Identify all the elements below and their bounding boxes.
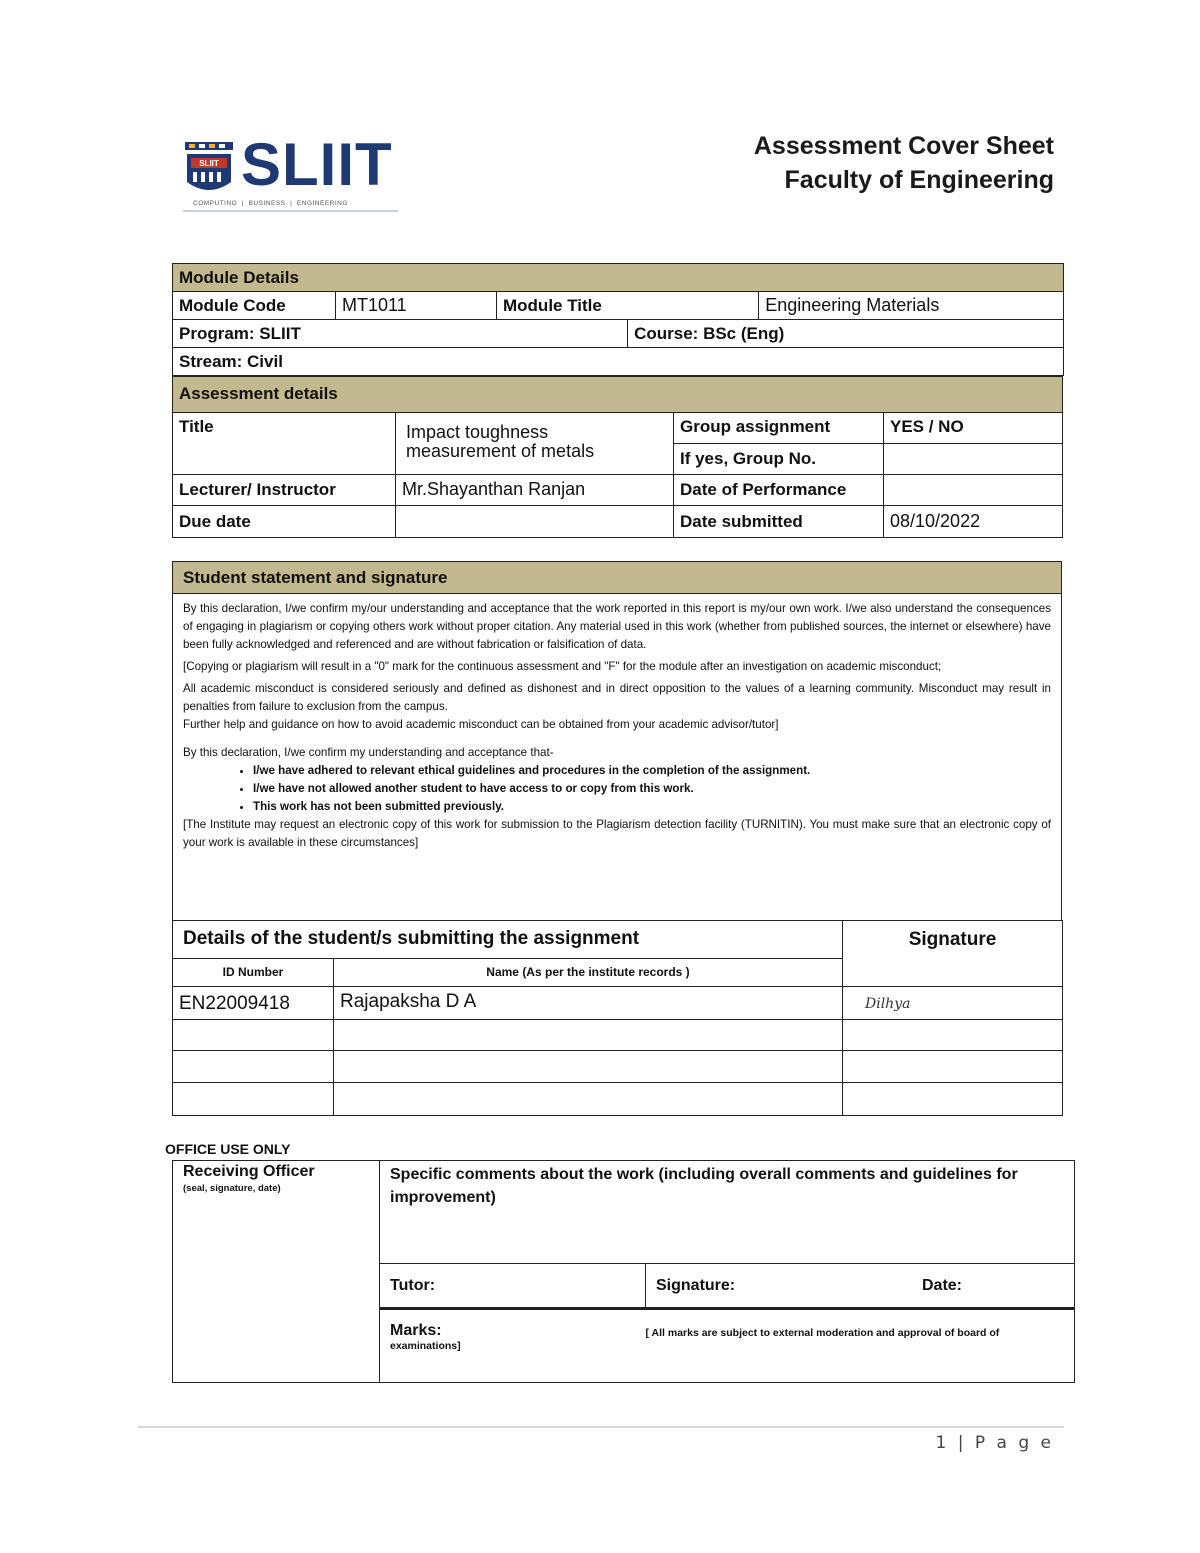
- signature-label: Signature:: [646, 1264, 913, 1309]
- document-title: Assessment Cover Sheet: [753, 132, 1054, 160]
- group-assignment-label: Group assignment: [674, 413, 884, 444]
- statement-paragraph-5: By this declaration, I/we confirm my understanding and acceptance that-: [183, 745, 554, 759]
- student-id-cell: [173, 1020, 334, 1051]
- student-details-heading: Details of the student/s submitting the assignment: [173, 921, 843, 959]
- receiving-officer-note: (seal, signature, date): [183, 1183, 281, 1194]
- course-label: Course: BSc (Eng): [628, 320, 1064, 348]
- receiving-officer-label: Receiving Officer: [183, 1163, 315, 1180]
- student-signature-cell: [843, 987, 1063, 1020]
- group-number-value: [884, 444, 1063, 475]
- module-details-band: Module Details: [173, 264, 1064, 292]
- marks-cell: [380, 1309, 646, 1383]
- receiving-officer-cell: [173, 1161, 380, 1383]
- sliit-crest-icon: [183, 140, 235, 202]
- name-header: Name (As per the institute records ): [334, 959, 843, 987]
- svg-text:SLIIT: SLIIT: [199, 159, 219, 168]
- student-signature-cell: [843, 1051, 1063, 1083]
- module-code-value: MT1011: [336, 292, 497, 320]
- student-id-cell: [173, 1083, 334, 1116]
- specific-comments-label: Specific comments about the work (including overall comments and guidelines for improvement): [380, 1161, 1075, 1264]
- footer-divider: [138, 1426, 1064, 1428]
- handwritten-signature: Dilhya: [865, 996, 911, 1012]
- marks-label: Marks:: [390, 1322, 442, 1339]
- office-use-table: [172, 1160, 1075, 1383]
- due-date-value: [396, 506, 674, 538]
- student-name-cell: [334, 1051, 843, 1083]
- statement-bullet: • This work has not been submitted previously.: [253, 798, 1051, 816]
- id-number-header: ID Number: [173, 959, 334, 987]
- statement-paragraph-4: Further help and guidance on how to avoid academic misconduct can be obtained from your academic advisor/tutor]: [183, 717, 779, 731]
- lecturer-label: Lecturer/ Instructor: [173, 475, 396, 506]
- student-statement-box: [172, 561, 1062, 921]
- marks-note: [ All marks are subject to external moderation and approval of board of: [646, 1309, 1075, 1383]
- statement-paragraph-6: [The Institute may request an electronic copy of this work for submission to the Plagiarism detection facility (TURNITIN). You must make sure that an electronic copy of your work is available in these circumstances]: [183, 817, 1051, 849]
- statement-bullet: • I/we have adhered to relevant ethical guidelines and procedures in the completion of the assignment.: [253, 762, 1051, 780]
- student-name-cell: [334, 1083, 843, 1116]
- due-date-label: Due date: [173, 506, 396, 538]
- statement-paragraph-3: All academic misconduct is considered seriously and defined as dishonest and in direct opposition to the values of a learning community. Misconduct may result in penalties from failure to exclusion from the campus.: [183, 681, 1051, 713]
- logo-tagline: COMPUTING | BUSINESS | ENGINEERING: [193, 200, 348, 207]
- module-code-label: Module Code: [173, 292, 336, 320]
- table-row: [173, 1083, 1063, 1116]
- assessment-title-value: Impact toughness measurement of metals: [396, 413, 674, 475]
- student-name-cell: Rajapaksha D A: [334, 987, 843, 1020]
- date-of-performance-value: [884, 475, 1063, 506]
- date-submitted-value: 08/10/2022: [884, 506, 1063, 538]
- marks-note-continued: examinations]: [390, 1340, 461, 1352]
- student-signature-cell: [843, 1020, 1063, 1051]
- date-label: Date:: [912, 1264, 1075, 1309]
- module-details-table: [172, 263, 1064, 376]
- assessment-details-table: [172, 376, 1063, 538]
- student-statement-band: Student statement and signature: [173, 562, 1061, 594]
- lecturer-value: Mr.Shayanthan Ranjan: [396, 475, 674, 506]
- sliit-logo: [183, 131, 403, 214]
- table-row: [173, 1020, 1063, 1051]
- document-subtitle: Faculty of Engineering: [784, 166, 1054, 194]
- student-signature-cell: [843, 1083, 1063, 1116]
- statement-bullet-list: [183, 762, 1051, 816]
- module-title-value: Engineering Materials: [759, 292, 1064, 320]
- group-assignment-value: YES / NO: [884, 413, 1063, 444]
- program-label: Program: SLIIT: [173, 320, 628, 348]
- office-use-heading: OFFICE USE ONLY: [165, 1141, 291, 1157]
- table-row: [173, 1051, 1063, 1083]
- statement-paragraph-1: By this declaration, I/we confirm my/our understanding and acceptance that the work reported in this report is my/our own work. I/we also understand the consequences of engaging in plagiarism or copying others work without proper citation. Any material used in this work (whether from published sources, the internet or elsewhere) have been fully acknowledged and referenced and are without fabrication or falsification of data.: [183, 602, 1051, 651]
- logo-wordmark: SLIIT: [241, 131, 393, 198]
- stream-label: Stream: Civil: [173, 348, 1064, 376]
- page-number: 1 | P a g e: [935, 1433, 1054, 1453]
- logo-divider: [183, 210, 398, 212]
- student-name-cell: [334, 1020, 843, 1051]
- group-number-label: If yes, Group No.: [674, 444, 884, 475]
- statement-paragraph-2: [Copying or plagiarism will result in a "0" mark for the continuous assessment and "F" for the module after an investigation on academic misconduct;: [183, 659, 942, 673]
- assessment-details-band: Assessment details: [173, 377, 1063, 413]
- module-title-label: Module Title: [497, 292, 759, 320]
- student-id-cell: EN22009418: [173, 987, 334, 1020]
- table-row: [173, 987, 1063, 1020]
- statement-bullet: • I/we have not allowed another student to have access to or copy from this work.: [253, 780, 1051, 798]
- assessment-title-label: Title: [173, 413, 396, 475]
- date-submitted-label: Date submitted: [674, 506, 884, 538]
- tutor-label: Tutor:: [380, 1264, 646, 1309]
- student-details-table: [172, 920, 1063, 1116]
- signature-heading: Signature: [843, 921, 1063, 987]
- student-id-cell: [173, 1051, 334, 1083]
- date-of-performance-label: Date of Performance: [674, 475, 884, 506]
